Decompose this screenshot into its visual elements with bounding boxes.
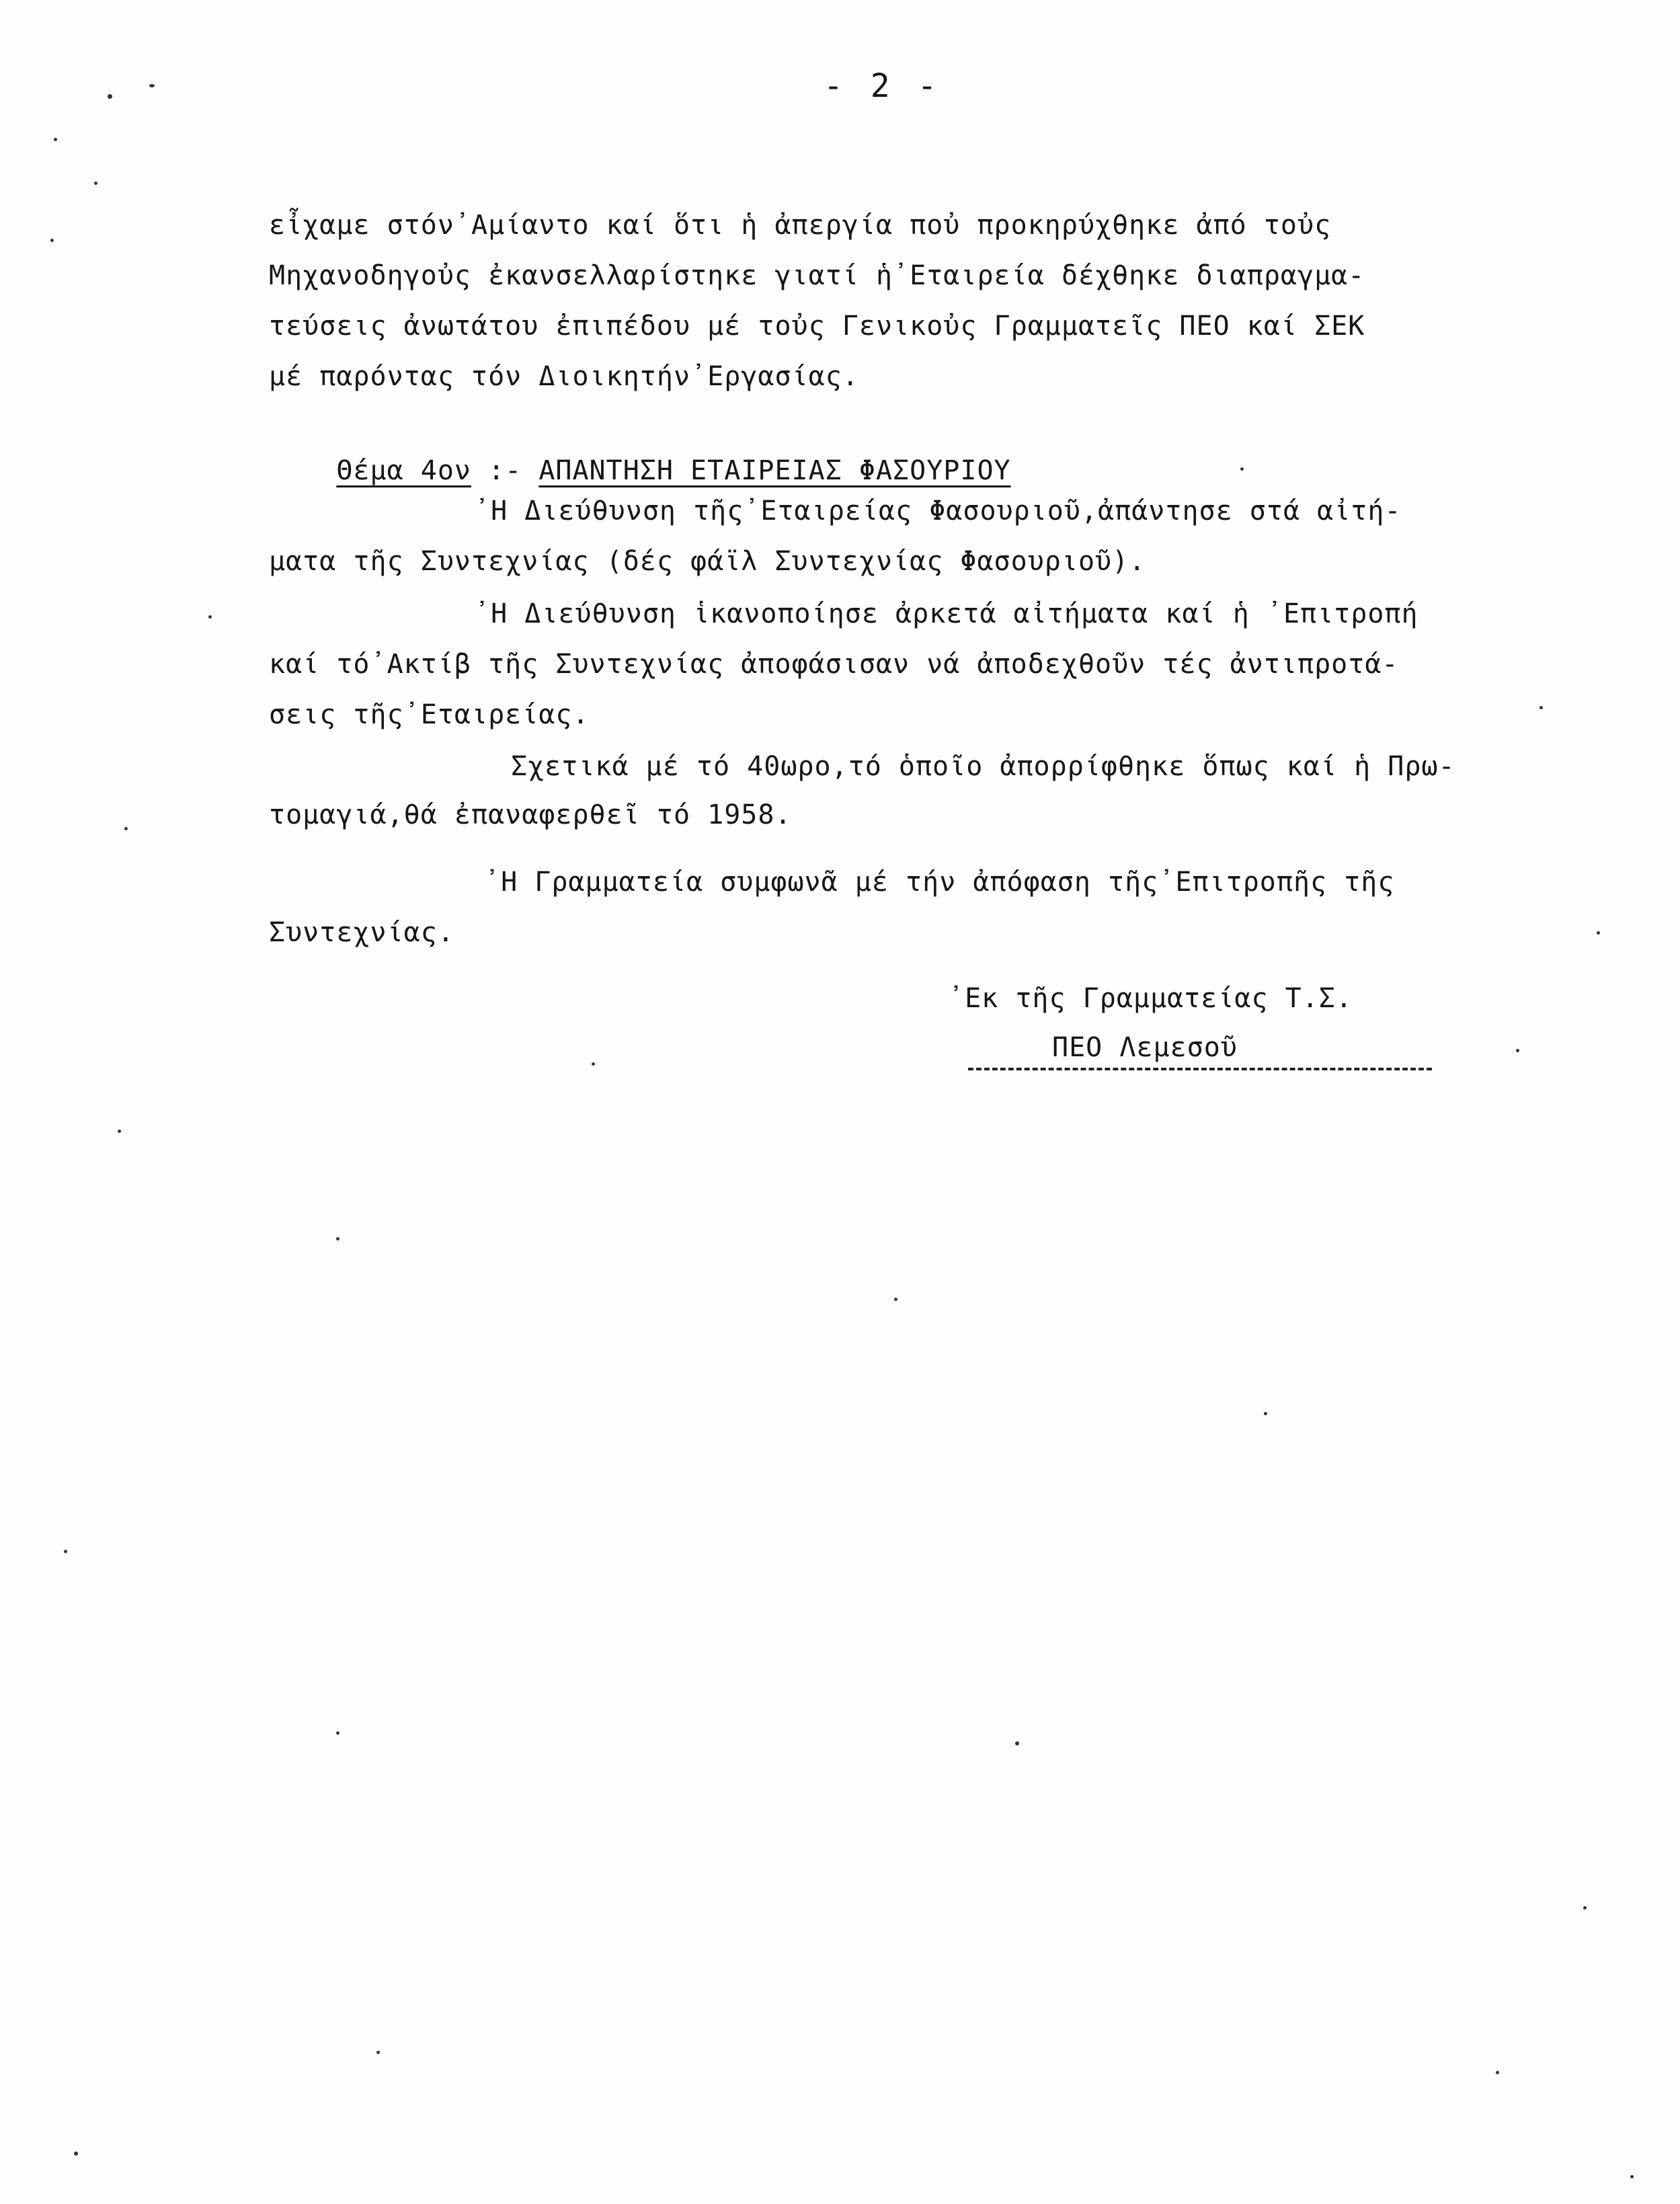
paragraph-1-line-1: εἶχαμε στόν᾽Αμίαντο καί ὅτι ἡ ἀπεργία ποὐ προκηρύχθηκε ἀπό τοὐς	[269, 210, 1332, 241]
scan-speck	[54, 138, 57, 141]
paragraph-3-line-1: ᾽Η Διεύθυνση ἱκανοποίησε ἀρκετά αἰτήματα καί ἡ ᾽Επιτροπή	[474, 598, 1418, 629]
topic-title: ΑΠΑΝΤΗΣΗ ΕΤΑΙΡΕΙΑΣ ΦΑΣΟΥΡΙΟΥ	[538, 455, 1011, 486]
scan-speck	[118, 1130, 121, 1133]
scan-speck	[108, 94, 112, 99]
scan-speck	[124, 827, 128, 830]
scan-speck	[1539, 706, 1543, 709]
scan-speck	[74, 2152, 78, 2156]
scan-speck	[336, 1237, 339, 1241]
scan-speck	[336, 1731, 339, 1735]
paragraph-1-line-3: τεύσεις ἀνωτάτου ἐπιπέδου μέ τοὐς Γενικοὐς Γραμματεῖς ΠΕΟ καί ΣΕΚ	[269, 311, 1365, 342]
scan-speck	[1516, 1049, 1519, 1052]
scan-speck	[1496, 2071, 1499, 2074]
topic-label: Θέμα 4ον	[336, 455, 471, 486]
scan-speck	[376, 2051, 380, 2054]
paragraph-1-line-2: Μηχανοδηγοὐς ἐκανσελλαρίστηκε γιατί ἡ᾽Εταιρεία δέχθηκε διαπραγμα-	[269, 260, 1365, 291]
scan-speck	[1015, 1741, 1019, 1745]
paragraph-2-line-2: ματα τῆς Συντεχνίας (δές φάϊλ Συντεχνίας Φασουριοῦ).	[269, 546, 1146, 577]
scan-speck	[208, 615, 212, 619]
page-number: - 2 -	[824, 67, 941, 105]
paragraph-3-line-2: καί τό᾽Ακτίβ τῆς Συντεχνίας ἀποφάσισαν νά ἀποδεχθοῦν τές ἀντιπροτά-	[269, 649, 1399, 680]
signature-line-1: ᾽Εκ τῆς Γραμματείας Τ.Σ.	[948, 983, 1353, 1014]
scan-speck	[1630, 2175, 1634, 2178]
scan-speck	[149, 84, 155, 87]
scan-speck	[64, 1550, 67, 1553]
scan-speck	[1583, 1906, 1587, 1910]
paragraph-3-line-3: σεις τῆς᾽Εταιρείας.	[269, 699, 590, 730]
paragraph-4-line-1: Σχετικά μέ τό 40ωρο,τό ὁποῖο ἀπορρίφθηκε ὅπως καί ἡ Πρω-	[511, 751, 1455, 782]
signature-rule	[968, 1068, 1432, 1070]
paragraph-4-line-2: τομαγιά,θά ἐπαναφερθεῖ τό 1958.	[269, 799, 792, 830]
paragraph-1-line-4: μέ παρόντας τόν Διοικητήν᾽Εργασίας.	[269, 361, 859, 392]
paragraph-2-line-1: ᾽Η Διεύθυνση τῆς᾽Εταιρείας Φασουριοῦ,ἀπάντησε στά αἰτή-	[474, 496, 1402, 526]
scan-speck	[50, 239, 54, 242]
scan-speck	[94, 182, 97, 185]
scan-speck	[1264, 1412, 1267, 1415]
scan-speck	[592, 1062, 595, 1066]
scan-speck	[1240, 467, 1244, 471]
paragraph-5-line-1: ᾽Η Γραμματεία συμφωνᾶ μέ τήν ἀπόφαση τῆς᾽Επιτροπῆς τῆς	[484, 867, 1395, 898]
topic-separator: :-	[471, 455, 539, 486]
scan-speck	[894, 1298, 897, 1301]
scan-speck	[1597, 931, 1600, 935]
signature-line-2: ΠΕΟ Λεμεσοῦ	[1052, 1032, 1238, 1063]
paragraph-5-line-2: Συντεχνίας.	[269, 917, 454, 948]
